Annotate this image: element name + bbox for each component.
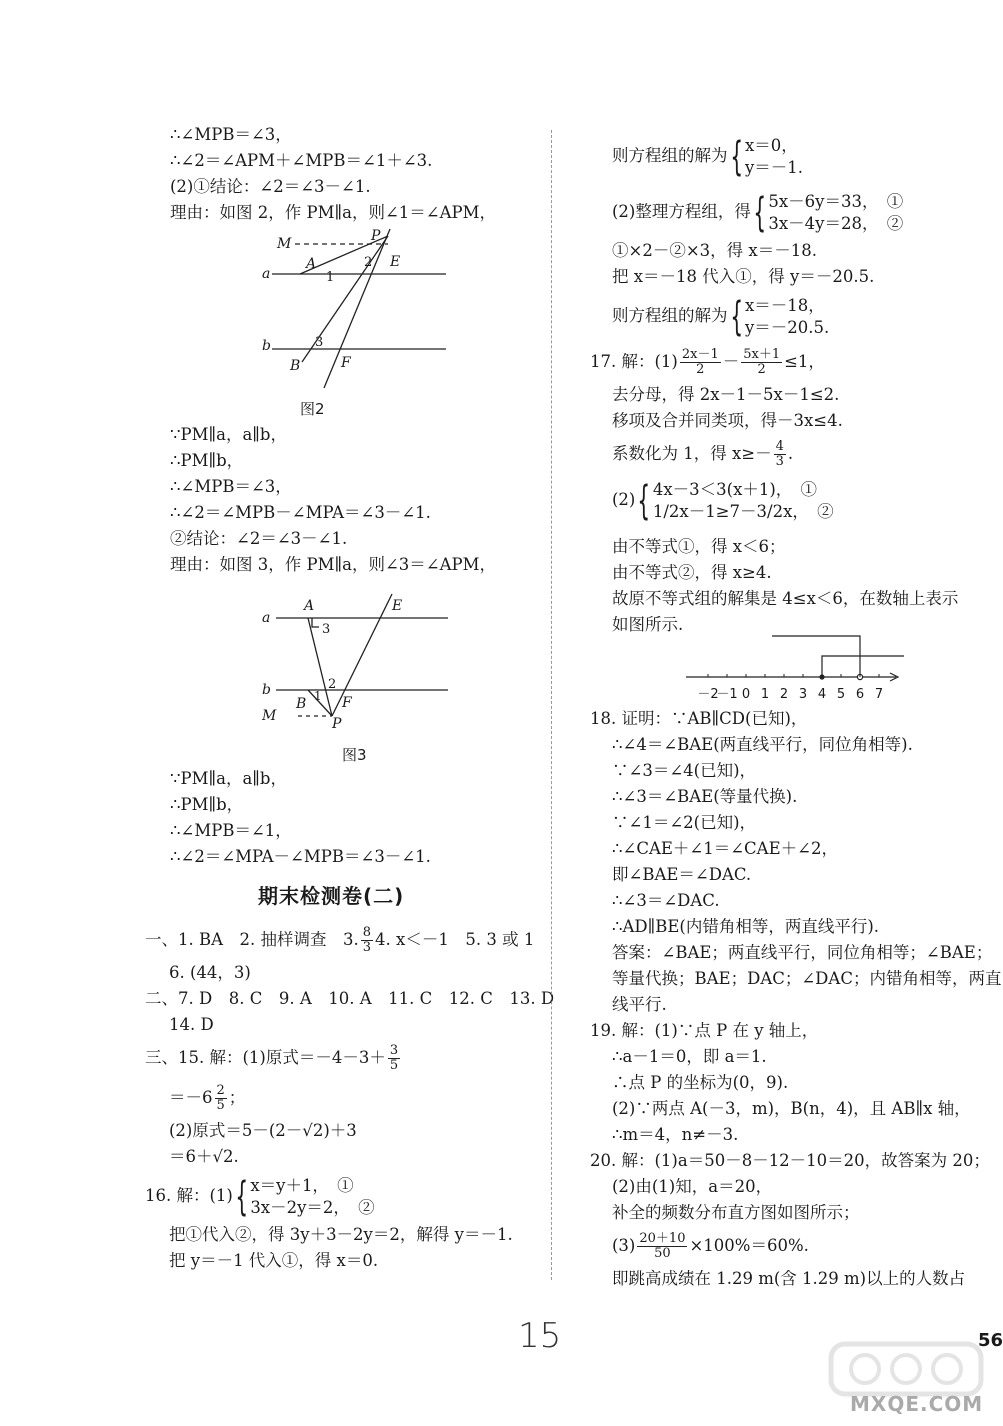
fraction: $\frac{20+10}{50}$	[639, 1231, 686, 1261]
text-line: ∴∠2＝∠MPA－∠MPB＝∠3－∠1.	[170, 847, 431, 866]
label-a: a	[262, 266, 271, 282]
text-line: 故原不等式组的解集是 4≤x＜6，在数轴上表示	[612, 589, 959, 608]
fraction: $\frac{4}{3}$	[775, 439, 784, 469]
text-line: ②结论：∠2＝∠3－∠1.	[170, 529, 348, 548]
text-line: ∴∠4＝∠BAE(两直线平行，同位角相等).	[612, 735, 913, 754]
label-1: 1	[326, 270, 335, 285]
equation-system: { 5x－6y＝33， ① 3x－4y＝28， ②	[753, 189, 904, 236]
text-line: 理由：如图 2，作 PM∥a，则∠1＝∠APM，	[170, 203, 497, 222]
text-line: ∴∠MPB＝∠1，	[170, 821, 292, 840]
text-line: 移项及合并同类项，得－3x≤4.	[612, 411, 843, 430]
text-line: ∴m＝4，n≠－3.	[612, 1125, 739, 1144]
left-column-part2	[170, 422, 540, 578]
text-line: ∴∠2＝∠MPB－∠MPA＝∠3－∠1.	[170, 503, 431, 522]
text-line: 一、1. BA 2. 抽样调查 3. $\frac{8}{3}$ 4. x＜－1 5. 3 或 1	[145, 925, 535, 955]
equation-system: { x＝y＋1， ① 3x－2y＝2， ②	[235, 1173, 375, 1220]
text-line: 把①代入②，得 3y＋3－2y＝2，解得 y＝－1.	[169, 1225, 513, 1244]
text-line: ∵PM∥a，a∥b，	[170, 425, 287, 444]
text-line: 由不等式②，得 x≥4.	[612, 563, 772, 582]
label-F: F	[341, 355, 351, 371]
label-B: B	[290, 358, 301, 374]
transversal-pf	[324, 229, 390, 388]
text-line: 把 x＝－18 代入①，得 y＝－20.5.	[612, 267, 875, 286]
angle-mark-3	[312, 618, 319, 627]
text-line: 6. (44，3)	[169, 963, 251, 982]
text-line: 即∠BAE＝∠DAC.	[612, 865, 752, 884]
text-line: (2) { 4x－3＜3(x＋1)， ① 1/2x－1≥7－3/2x， ②	[612, 477, 834, 524]
text-line: 20. 解：(1)a＝50－8－12－10＝20，故答案为 20；	[590, 1151, 990, 1170]
text-line: 三、15. 解：(1)原式＝－4－3＋ $\frac{3}{5}$	[145, 1043, 399, 1073]
label-2: 2	[364, 255, 373, 270]
text-line: 系数化为 1，得 x≥－ $\frac{4}{3}$ .	[612, 439, 794, 469]
answer-block	[145, 920, 555, 1274]
left-column-part3	[170, 766, 540, 870]
text-line: ∴点 P 的坐标为(0，9).	[612, 1073, 789, 1092]
number-line-tick-label: 3	[798, 687, 808, 702]
text-line: ∴∠MPB＝∠3，	[170, 125, 292, 144]
text-line: 理由：如图 3，作 PM∥a，则∠3＝∠APM，	[170, 555, 497, 574]
number-line-tick-label: －2	[697, 687, 719, 702]
text-line: (2)由(1)知，a＝20，	[612, 1177, 773, 1196]
text-line: 把 y＝－1 代入①，得 x＝0.	[169, 1251, 379, 1270]
label-3: 3	[315, 335, 324, 350]
text-line: 16. 解：(1) { x＝y＋1， ① 3x－2y＝2， ②	[145, 1173, 375, 1220]
page-number: 56	[978, 1330, 1003, 1351]
text-line: 17. 解：(1) $\frac{2x-1}{2}$ － $\frac{5x+1}{2}$ ≤1，	[590, 347, 825, 377]
text-line: ∵∠1＝∠2(已知)，	[612, 813, 757, 832]
equation-system: { x＝0， y＝－1.	[729, 133, 804, 180]
label-E: E	[392, 598, 403, 614]
label-B: B	[296, 696, 307, 712]
label-2: 2	[328, 677, 337, 692]
label-b: b	[262, 682, 271, 698]
number-line-tick-label: 1	[760, 687, 770, 702]
number-line-tick-label: 5	[836, 687, 846, 702]
label-1: 1	[314, 689, 322, 703]
text-line: ∴∠MPB＝∠3，	[170, 477, 292, 496]
text-line: 如图所示.	[612, 615, 684, 634]
text-line: 等量代换；BAE；DAC；∠DAC；内错角相等，两直	[612, 969, 1002, 988]
label-b: b	[262, 338, 271, 354]
text-line: ∴∠3＝∠BAE(等量代换).	[612, 787, 798, 806]
text-line: ＝－6 $\frac{2}{5}$ ；	[169, 1083, 246, 1113]
text-line: 14. D	[169, 1015, 214, 1034]
text-line: (2)整理方程组，得 { 5x－6y＝33， ① 3x－4y＝28， ②	[612, 189, 904, 236]
text-line: ∴PM∥b，	[170, 795, 244, 814]
equation-system: { x＝－18， y＝－20.5.	[729, 293, 830, 340]
text-line: ∴AD∥BE(内错角相等，两直线平行).	[612, 917, 880, 936]
figure-2-caption: 图2	[300, 400, 325, 418]
label-A: A	[304, 598, 315, 614]
label-P: P	[332, 716, 342, 732]
left-column	[170, 122, 540, 226]
transversal-ep	[332, 594, 392, 716]
label-P: P	[371, 228, 381, 244]
text-line: ＝6＋√2.	[169, 1147, 239, 1166]
text-line: ∴∠CAE＋∠1＝∠CAE＋∠2，	[612, 839, 838, 858]
figure-3-caption: 图3	[342, 746, 367, 764]
text-line: 则方程组的解为 { x＝0， y＝－1.	[612, 133, 804, 180]
fraction: $\frac{2x-1}{2}$	[681, 347, 719, 377]
figure-3	[252, 590, 462, 740]
fraction: $\frac{5x+1}{2}$	[743, 347, 781, 377]
text-line: ∴∠3＝∠DAC.	[612, 891, 720, 910]
number-line	[686, 632, 916, 706]
label-a: a	[262, 610, 271, 626]
text-line: 去分母，得 2x－1－5x－1≤2.	[612, 385, 840, 404]
label-E: E	[390, 254, 401, 270]
label-F: F	[342, 695, 352, 711]
text-line: (2)原式＝5－(2－√2)＋3	[169, 1121, 357, 1140]
fraction: $\frac{2}{5}$	[216, 1083, 225, 1113]
fraction: $\frac{8}{3}$	[362, 925, 372, 955]
text-line: ∴PM∥b，	[170, 451, 244, 470]
text-line: (2)①结论：∠2＝∠3－∠1.	[170, 177, 371, 196]
text-line: 由不等式①，得 x＜6；	[612, 537, 786, 556]
right-column-part2	[590, 706, 1002, 1292]
text-line: 18. 证明：∵AB∥CD(已知)，	[590, 709, 808, 728]
text-line: ①×2－②×3，得 x＝－18.	[612, 241, 817, 260]
right-column	[590, 130, 990, 638]
handwritten-page-mark: 15	[518, 1316, 562, 1356]
label-M: M	[262, 708, 277, 724]
text-line: 则方程组的解为 { x＝－18， y＝－20.5.	[612, 293, 830, 340]
figure-2	[250, 224, 460, 394]
text-line: 答案：∠BAE；两直线平行，同位角相等；∠BAE；	[612, 943, 993, 962]
label-A: A	[306, 256, 317, 272]
text-line: 线平行.	[612, 995, 667, 1014]
text-line: ∴∠2＝∠APM＋∠MPB＝∠1＋∠3.	[170, 151, 433, 170]
text-line: (2)∵两点 A(－3，m)，B(n，4)，且 AB∥x 轴，	[612, 1099, 971, 1118]
inequality-system: { 4x－3＜3(x＋1)， ① 1/2x－1≥7－3/2x， ②	[637, 477, 834, 524]
label-M: M	[277, 236, 292, 252]
section-title: 期末检测卷(二)	[258, 884, 405, 908]
number-line-tick-label: 2	[779, 687, 789, 702]
watermark-url: MXQE.COM	[850, 1392, 984, 1416]
text-line: ∵PM∥a，a∥b，	[170, 769, 287, 788]
text-line: 二、7. D 8. C 9. A 10. A 11. C 12. C 13. D	[145, 989, 555, 1008]
label-3: 3	[322, 622, 331, 637]
text-line: (3) $\frac{20+10}{50}$ ×100%＝60%.	[612, 1231, 809, 1261]
number-line-tick-label: 6	[855, 687, 865, 702]
text-line: ∴a－1＝0，即 a＝1.	[612, 1047, 767, 1066]
text-line: 补全的频数分布直方图如图所示；	[612, 1203, 860, 1222]
column-divider	[551, 130, 552, 1280]
text-line: 即跳高成绩在 1.29 m(含 1.29 m)以上的人数占	[612, 1269, 966, 1288]
number-line-tick-label: 0	[741, 687, 751, 702]
number-line-tick-label: 4	[817, 687, 827, 702]
number-line-tick-label: 7	[874, 687, 884, 702]
fraction: $\frac{3}{5}$	[389, 1043, 399, 1073]
number-line-tick-label: －1	[716, 687, 738, 702]
text-line: ∵∠3＝∠4(已知)，	[612, 761, 757, 780]
text-line: 19. 解：(1)∵点 P 在 y 轴上，	[590, 1021, 819, 1040]
